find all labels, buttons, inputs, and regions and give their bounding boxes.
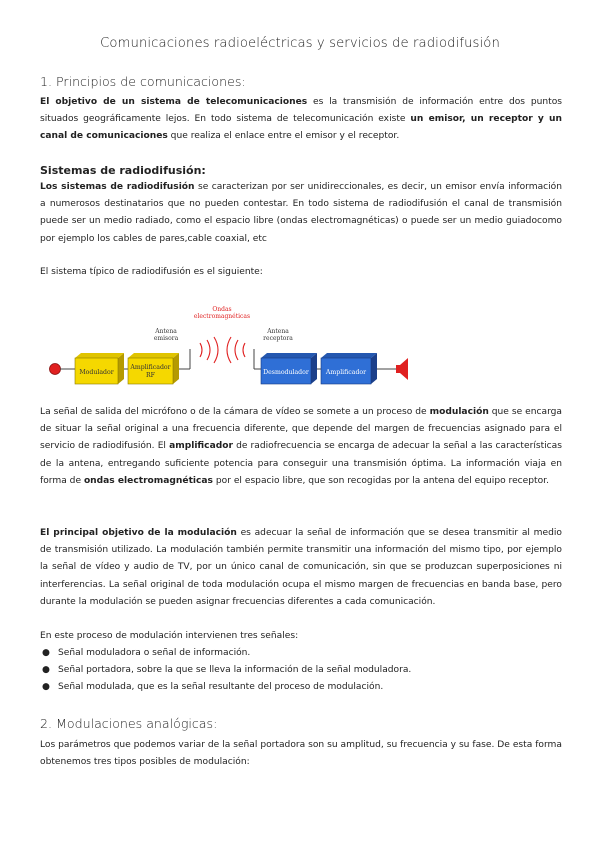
list-item — [40, 662, 562, 679]
antena-receptora-label-1: Antena — [267, 328, 289, 335]
bold-text: El principal objetivo de la modulación — [40, 528, 237, 538]
section-2-heading: 2. Modulaciones analógicas: — [40, 716, 218, 731]
paragraph-parametros: Los parámetros que podemos variar de la señal portadora son su amplitud, su frecuencia y su fase. De esta forma obtenemos tres tipos posibles de modulación: — [40, 740, 562, 768]
list-item — [40, 679, 562, 696]
paragraph-tres-senales: En este proceso de modulación intervienen tres señales: — [40, 631, 299, 641]
text: La señal de salida del micrófono o de la cámara de vídeo se somete a un proceso de — [40, 407, 430, 417]
bold-text: un emisor, un receptor y un canal de comunicaciones — [40, 114, 562, 142]
list-item-text: Señal moduladora o señal de información. — [58, 648, 251, 658]
antena-receptora-label-2: receptora — [263, 335, 293, 342]
ondas-icon — [200, 337, 245, 363]
bold-text: Los sistemas de radiodifusión — [40, 182, 195, 192]
speaker-icon — [396, 358, 408, 380]
bullet-icon: ● — [42, 664, 50, 675]
list-item-text: Señal portadora, sobre la que se lleva la información de la señal moduladora. — [58, 664, 412, 675]
antena-emisora-label-2: emisora — [153, 335, 179, 342]
amplificador-label: Amplificador — [325, 369, 367, 376]
bullet-icon: ● — [42, 648, 50, 658]
paragraph-radiodifusion — [40, 179, 562, 248]
paragraph-modulacion-proceso — [40, 404, 562, 490]
ondas-label-2: electromagnéticas — [193, 313, 251, 320]
antena-emisora-label-1: Antena — [155, 328, 177, 335]
subheading-radiodifusion: Sistemas de radiodifusión: — [40, 164, 206, 177]
radiodifusion-diagram — [40, 296, 420, 396]
text: es adecuar la señal de información que se desea transmitir al medio de transmisión utilizado. La modulación también permite transmitir una información del mismo tipo, por ejemplo la señal de vídeo y audio de TV, por un único canal de comunicación, sin que se produzcan superposiciones ni interferencias. La señal original de toda modulación ocupa el mismo margen de frecuencias en banda base, pero durante la modulación se pueden asignar frecuencias diferentes a cada comunicación. — [40, 528, 562, 607]
amplificador-rf-label-2: RF — [146, 372, 155, 379]
section-1-heading: 1. Principios de comunicaciones: — [40, 74, 246, 89]
bold-text: modulación — [429, 407, 489, 417]
text: de radiofrecuencia se encarga de adecuar la señal a las características de la antena, entregando suficiente potencia para conseguir una transmisión óptima. La información viaja en forma de — [40, 441, 562, 486]
text: que realiza el enlace entre el emisor y el receptor. — [167, 131, 400, 142]
text: que se encarga de situar la señal original a una frecuencia diferente, que depende del margen de frecuencias asignado para el servicio de radiodifusión. El — [40, 407, 562, 452]
paragraph-telecom-objective — [40, 94, 562, 146]
text: es la transmisión de información entre dos puntos situados geográficamente lejos. En todo sistema de telecomunicación existe — [40, 97, 562, 125]
amplificador-rf-block — [128, 353, 179, 384]
microphone-icon — [50, 364, 61, 375]
bold-text: amplificador — [169, 441, 233, 452]
bold-text: El objetivo de un sistema de telecomunicaciones — [40, 97, 308, 107]
text: por el espacio libre, que son recogidas por la antena del equipo receptor. — [212, 475, 549, 486]
text: se caracterizan por ser unidireccionales, es decir, un emisor envía información a numerosos destinatarios que no pueden contestar. En todo sistema de radiodifusión el canal de transmisión puede ser un medio radiado, como el espacio libre (ondas electromagnéticas) o puede ser un medio guiadocomo por ejemplo los cables de pares,cable coaxial, etc — [40, 182, 562, 244]
modulador-label: Modulador — [79, 369, 114, 376]
modulador-block — [75, 353, 124, 384]
list-item — [40, 645, 562, 662]
desmodulador-label: Desmodulador — [263, 369, 309, 376]
document-title: Comunicaciones radioeléctricas y servicios de radiodifusión — [100, 36, 500, 51]
amplificador-rf-label-1: Amplificador — [130, 364, 171, 371]
signals-list — [40, 645, 562, 695]
bullet-icon: ● — [42, 681, 50, 692]
ondas-label-1: Ondas — [212, 306, 232, 313]
amplificador-block — [321, 353, 377, 384]
paragraph-objetivo-modulacion — [40, 525, 562, 611]
bold-text: ondas electromagnéticas — [83, 475, 213, 486]
desmodulador-block — [261, 353, 317, 384]
list-item-text: Señal modulada, que es la señal resultante del proceso de modulación. — [58, 681, 384, 692]
paragraph-sistema-tipico: El sistema típico de radiodifusión es el siguiente: — [40, 267, 263, 277]
